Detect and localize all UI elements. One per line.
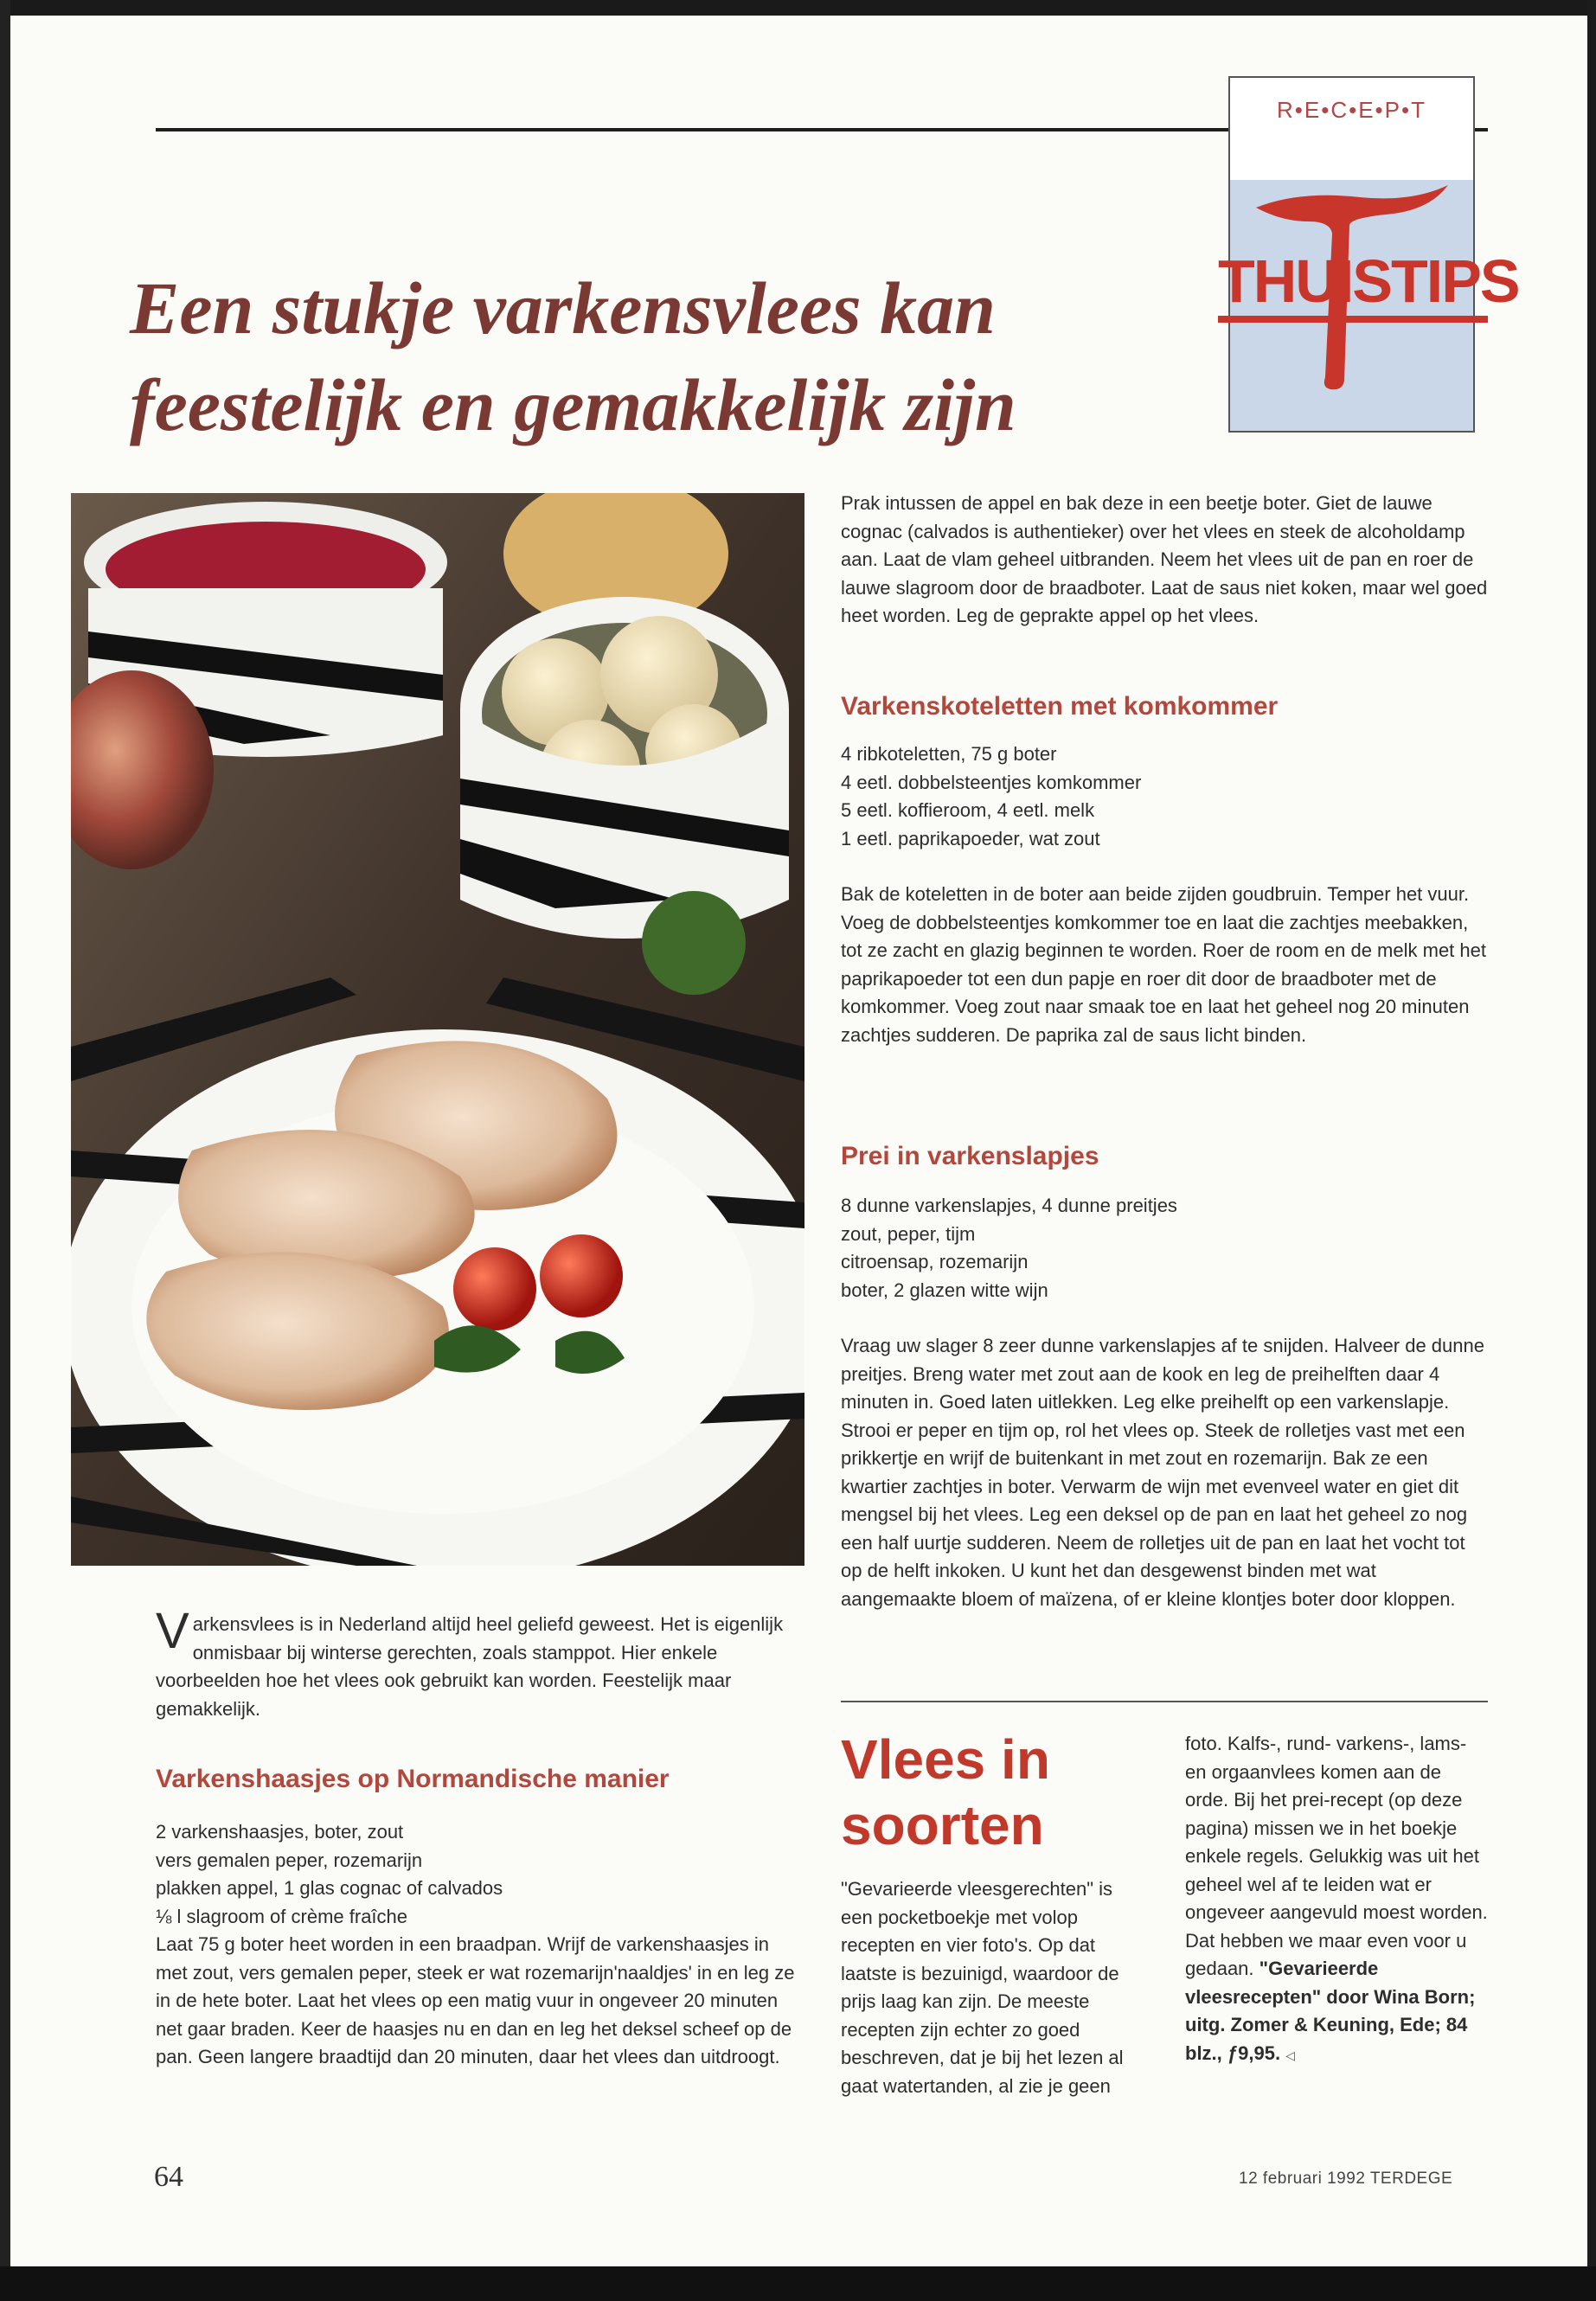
ingredient: zout, peper, tijm bbox=[841, 1222, 976, 1245]
scan-edge-left bbox=[0, 0, 10, 2301]
ingredient: 1 eetl. paprikapoeder, wat zout bbox=[841, 827, 1100, 849]
ingredient: plakken appel, 1 glas cognac of calvados bbox=[156, 1877, 503, 1899]
ingredient: boter, 2 glazen witte wijn bbox=[841, 1279, 1048, 1301]
logo-kicker: R•E•C•E•P•T bbox=[1230, 78, 1473, 180]
scan-edge-right bbox=[1587, 0, 1596, 2301]
food-photo bbox=[71, 493, 804, 1566]
intro-dropcap: V bbox=[156, 1603, 189, 1659]
sidebar-heading-line-2: soorten bbox=[841, 1794, 1044, 1856]
title-line-1: Een stukje varkensvlees kan bbox=[130, 266, 996, 349]
recipe1-ingredients bbox=[156, 1818, 804, 1931]
recipe3-ingredients bbox=[841, 1192, 1490, 1304]
sidebar-heading-line-1: Vlees in bbox=[841, 1728, 1050, 1791]
page-number: 64 bbox=[154, 2161, 183, 2193]
sidebar-column-1: "Gevarieerde vleesgerechten" is een pocketboekje met volop recepten en vier foto's. Op dat laatste is bezuinigd, waardoor de prijs laag kan zijn. De meeste recepten zijn echter zo goed beschreven, dat je bij het lezen al gaat watertanden, al zie je geen bbox=[841, 1878, 1124, 2097]
scan-edge-top bbox=[0, 0, 1596, 16]
scan-edge-bottom bbox=[0, 2266, 1596, 2301]
sidebar-column-2-text: foto. Kalfs-, rund- varkens-, lams- en orgaanvlees komen aan de orde. Bij het prei-recept (op deze pagina) missen we in het boekje enkele regels. Gelukkig was uit het geheel wel af te leiden wat er ongeveer aangevuld moest worden. Dat hebben we maar even voor u gedaan. bbox=[1185, 1733, 1488, 1979]
sidebar-column-2 bbox=[1185, 1730, 1488, 2069]
ingredient: ⅛ l slagroom of crème fraîche bbox=[156, 1905, 408, 1927]
recipe2-method: Bak de koteletten in de boter aan beide zijden goudbruin. Temper het vuur. Voeg de dobbelsteentjes komkommer toe en laat die zachtjes meebakken, tot ze zacht en glazig beginnen te worden. Roer de room en de melk met het paprikapoeder tot een dun papje en roer dit door de braadboter met de komkommer. Voeg zout naar smaak toe en laat het geheel nog 20 minuten zachtjes sudderen. De paprika zal de saus licht binden. bbox=[841, 883, 1486, 1046]
ingredient: vers gemalen peper, rozemarijn bbox=[156, 1849, 423, 1871]
recipe3-heading: Prei in varkenslapjes bbox=[841, 1142, 1099, 1170]
sidebar-heading bbox=[841, 1727, 1050, 1858]
recipe2-heading: Varkenskoteletten met komkommer bbox=[841, 692, 1279, 721]
recipe2-ingredients bbox=[841, 740, 1490, 853]
ingredient: 5 eetl. koffieroom, 4 eetl. melk bbox=[841, 799, 1095, 821]
logo-underline bbox=[1218, 316, 1488, 323]
intro-text: arkensvlees is in Nederland altijd heel geliefd geweest. Het is eigenlijk onmisbaar bij winterse gerechten, zoals stamppot. Hier enkele voorbeelden hoe het vlees ook gebruikt kan worden. Feestelijk maar gemakkelijk. bbox=[156, 1613, 784, 1720]
recipe1-method-continued: Prak intussen de appel en bak deze in een beetje boter. Giet de lauwe cognac (calvados is authentieker) over het vlees en steek de alcoholdamp aan. Laat de vlam geheel uitbranden. Neem het vlees uit de pan en roer de lauwe slagroom door de braadboter. Laat de saus niet koken, maar wel goed heet worden. Leg de geprakte appel op het vlees. bbox=[841, 492, 1488, 626]
ingredient: 8 dunne varkenslapjes, 4 dunne preitjes bbox=[841, 1195, 1177, 1216]
book-reference: "Gevarieerde vleesrecepten" door Wina Born; uitg. Zomer & Keuning, Ede; 84 blz., ƒ9,95. bbox=[1185, 1958, 1476, 2064]
sidebar-rule bbox=[841, 1701, 1488, 1702]
recipe3-method: Vraag uw slager 8 zeer dunne varkenslapjes af te snijden. Halveer de dunne preitjes. Breng water met zout aan de kook en leg de preihelften daar 4 minuten in. Goed laten uitlekken. Leg elke preihelft op een varkenslapje. Strooi er peper en tijm op, rol het vlees op. Steek de rolletjes vast met een prikkertje en wrijf de buitenkant in met zout en rozemarijn. Bak ze een kwartier zachtjes in boter. Verwarm de wijn met evenveel water en giet dit mengsel bij het vlees. Leg een deksel op de pan en laat het geheel zo nog een half uurtje sudderen. Neem de rolletjes uit de pan en laat het vocht tot op de helft inkoken. U kunt het dan desgewenst binden met wat aangemaakte bloem of maïzena, of er kleine klontjes boter door kloppen. bbox=[841, 1335, 1484, 1610]
recipe1-method: Laat 75 g boter heet worden in een braadpan. Wrijf de varkenshaasjes in met zout, vers gemalen peper, steek er wat rozemarijn'naaldjes' in en leg ze in de hete boter. Laat het vlees op een matig vuur in ongeveer 20 minuten net gaar braden. Keer de haasjes nu en dan en leg het deksel scheef op de pan. Geen langere braadtijd dan 20 minuten, daar het vlees dan uitdroogt. bbox=[156, 1933, 795, 2067]
title-line-2: feestelijk en gemakkelijk zijn bbox=[130, 363, 1016, 446]
ingredient: 4 ribkoteletten, 75 g boter bbox=[841, 743, 1057, 765]
logo-wordmark: THUISTIPS bbox=[1218, 247, 1519, 315]
ingredient: 4 eetl. dobbelsteentjes komkommer bbox=[841, 771, 1142, 793]
end-mark-icon: ◁ bbox=[1285, 2048, 1295, 2062]
intro-paragraph bbox=[156, 1603, 804, 1723]
ingredient: 2 varkenshaasjes, boter, zout bbox=[156, 1821, 404, 1843]
ingredient: citroensap, rozemarijn bbox=[841, 1251, 1029, 1272]
thuistips-logo bbox=[1218, 76, 1519, 433]
article-title bbox=[130, 260, 1168, 453]
issue-footer: 12 februari 1992 TERDEGE bbox=[1239, 2170, 1453, 2188]
recipe1-heading: Varkenshaasjes op Normandische manier bbox=[156, 1765, 670, 1793]
